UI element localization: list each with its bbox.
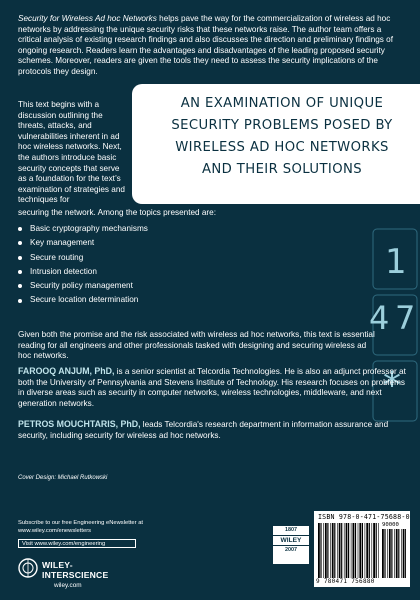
bicentennial-seal	[272, 525, 310, 565]
barcode-bar	[398, 529, 399, 578]
publisher-site[interactable]: wiley.com	[54, 582, 82, 589]
barcode-bar	[382, 529, 384, 578]
bullet-icon	[18, 270, 22, 274]
barcode-bar	[355, 523, 356, 578]
intro-text: helps pave the way for the commercialization of wireless ad hoc networks by addressing the unique security risks that these networks raise. The author team offers a critical analysis of existing research findings and also discusses the direction and preliminary findings of ongoing research. Readers learn the advantages and disadvantages of the leading proposed security schemes. Moreover, readers are given the tools they need to assess the security implications of the protocols they design.	[18, 14, 393, 76]
barcode-bar	[378, 523, 379, 578]
imprint-line-1: WILEY-	[42, 560, 73, 570]
barcode-bar	[384, 529, 385, 578]
seal-year-top: 1807	[285, 527, 297, 533]
barcode-number: 9 780471 756880	[316, 578, 375, 585]
barcode-bar	[325, 523, 327, 578]
barcode-bar	[403, 529, 405, 578]
author-name: FAROOQ ANJUM, PhD,	[18, 366, 115, 376]
barcode-bar	[348, 523, 349, 578]
barcode-bar	[344, 523, 345, 578]
author-bio-text: is a senior scientist at Telcordia Technologies. He is also an adjunct professor at both the University of Pennsylvania and Stevens Institute of Technology. His research focuses on problems in diverse areas such as security in computer networks, wireless technologies, middleware, and next generation networks.	[18, 367, 406, 408]
banner-line-3: WIRELESS AD HOC NETWORKS	[175, 140, 389, 155]
topic-label: Key management	[30, 238, 95, 248]
bullet-icon	[18, 256, 22, 260]
barcode-bar	[327, 523, 328, 578]
barcode-bar	[401, 529, 402, 578]
topics-intro: securing the network. Among the topics presented are:	[18, 208, 216, 217]
barcode-bar	[372, 523, 373, 578]
overview-paragraph: This text begins with a discussion outlining the threats, attacks, and vulnerabilities inherent in ad hoc wireless networks. Next, the authors introduce basic security concepts that serve as a foundation for the text’s examination of strategies and techniques for	[18, 100, 125, 205]
title-banner	[132, 84, 420, 204]
newsletter-line: Subscribe to our free Engineering eNewsletter at	[18, 520, 144, 526]
intro-book-title: Security for Wireless Ad hoc Networks	[18, 14, 157, 23]
barcode-bar	[346, 523, 348, 578]
barcode-bar	[369, 523, 370, 578]
promise-paragraph: Given both the promise and the risk associated with wireless ad hoc networks, this text is essential reading for all engineers and other professionals tasked with designing and securing wireless ad hoc networks.	[18, 330, 375, 361]
banner-line-1: AN EXAMINATION OF UNIQUE	[180, 96, 384, 111]
author-bio-anjum	[18, 366, 406, 409]
barcode-bar	[334, 523, 335, 578]
barcode-bar	[351, 523, 352, 578]
barcode-bar	[362, 523, 363, 578]
author-name: PETROS MOUCHTARIS, PhD,	[18, 419, 141, 429]
barcode-bar	[353, 523, 355, 578]
barcode-bar	[337, 523, 338, 578]
barcode-bar	[405, 529, 406, 578]
bullet-icon	[18, 227, 22, 231]
addon-barcode-bars	[382, 529, 406, 578]
barcode-bar	[389, 529, 391, 578]
keypad-digit-1: 1	[385, 242, 407, 282]
barcode-bar	[320, 523, 321, 578]
barcode-bar	[391, 529, 392, 578]
barcode-bar	[387, 529, 388, 578]
barcode-bar	[376, 523, 377, 578]
barcode	[314, 511, 410, 587]
newsletter-note	[18, 520, 143, 535]
barcode-bars	[318, 523, 380, 578]
imprint-line-2: INTERSCIENCE	[42, 570, 109, 580]
visit-engineering-link[interactable]: Visit www.wiley.com/engineering	[18, 539, 136, 548]
isbn-label: ISBN 978-0-471-75688-0	[318, 513, 410, 521]
list-item	[18, 222, 258, 236]
topic-label: Secure routing	[30, 252, 84, 262]
seal-year-bottom: 2007	[285, 547, 297, 553]
topic-label: Intrusion detection	[30, 266, 97, 276]
barcode-bar	[332, 523, 334, 578]
keypad-digit-4: 4	[369, 299, 390, 337]
barcode-bar	[339, 523, 341, 578]
imprint-name	[42, 560, 108, 580]
price-addon-number: 90000	[382, 522, 399, 528]
list-item	[18, 265, 258, 279]
barcode-bar	[394, 529, 395, 578]
topics-list	[18, 222, 258, 308]
banner-line-2: SECURITY PROBLEMS POSED BY	[171, 118, 393, 133]
barcode-bar	[330, 523, 331, 578]
topic-label: Secure location determination	[30, 295, 139, 305]
barcode-bar	[358, 523, 359, 578]
list-item	[18, 293, 258, 307]
barcode-bar	[365, 523, 366, 578]
barcode-bar	[373, 523, 375, 578]
barcode-bar	[323, 523, 324, 578]
author-bio-mouchtaris	[18, 419, 406, 441]
barcode-bar	[396, 529, 398, 578]
newsletter-url[interactable]: www.wiley.com/enewsletters	[18, 527, 92, 534]
list-item	[18, 236, 258, 250]
topic-label: Security policy management	[30, 281, 133, 291]
banner-line-4: AND THEIR SOLUTIONS	[201, 162, 363, 177]
keypad-digit-7: 7	[395, 299, 416, 337]
topic-label: Basic cryptography mechanisms	[30, 224, 148, 233]
barcode-bar	[359, 523, 361, 578]
intro-paragraph	[18, 14, 406, 78]
keypad-star: *	[383, 365, 401, 406]
barcode-bar	[318, 523, 320, 578]
wiley-interscience-logo-icon	[18, 558, 38, 578]
cover-design-credit: Cover Design: Michael Rutkowski	[18, 475, 108, 481]
bullet-icon	[18, 299, 22, 303]
author-bio-text: leads Telcordia's research department in information assurance and security, including security for wireless ad hoc networks.	[18, 420, 389, 440]
bullet-icon	[18, 284, 22, 288]
bullet-icon	[18, 241, 22, 245]
barcode-bar	[366, 523, 368, 578]
list-item	[18, 251, 258, 265]
seal-brand: WILEY	[273, 535, 309, 546]
list-item	[18, 279, 258, 293]
barcode-bar	[341, 523, 342, 578]
